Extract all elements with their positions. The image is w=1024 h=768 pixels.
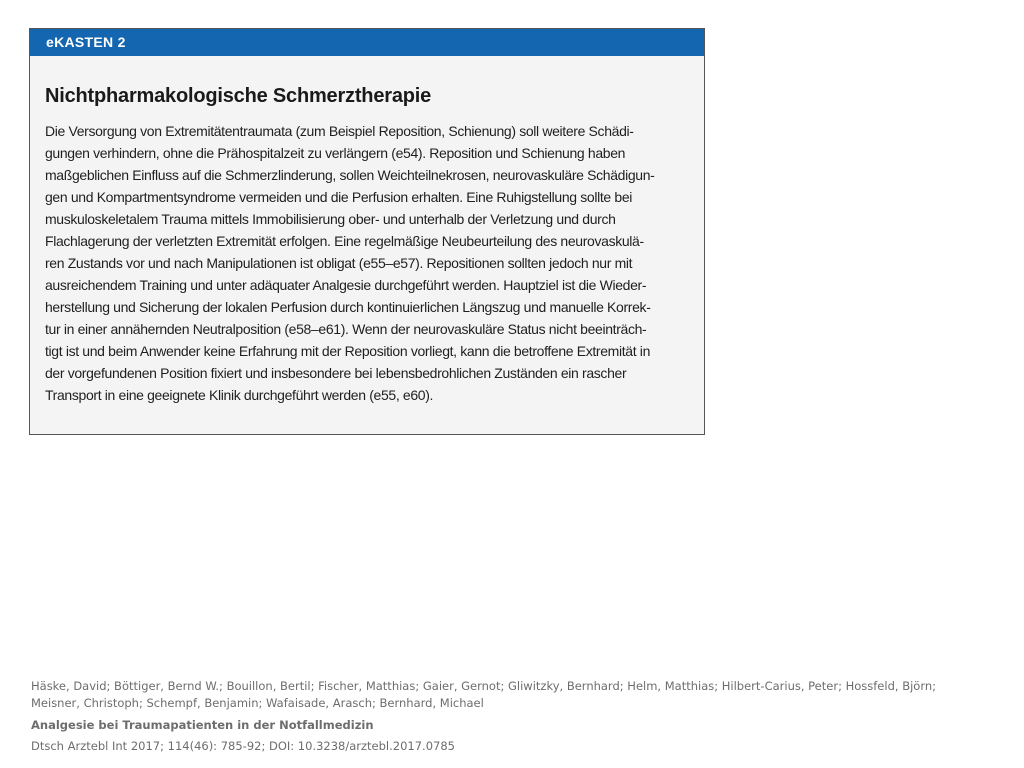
body-line: maßgeblichen Einfluss auf die Schmerzlinderung, sollen Weichteilnekrosen, neurovaskuläre Schädigun-: [45, 167, 655, 183]
citation-authors: [31, 678, 991, 712]
box-body-text: [45, 120, 654, 406]
box-label: eKASTEN 2: [30, 29, 704, 56]
citation-journal: Dtsch Arztebl Int 2017; 114(46): 785-92; DOI: 10.3238/arztebl.2017.0785: [31, 739, 455, 753]
body-line: der vorgefundenen Position fixiert und insbesondere bei lebensbedrohlichen Zuständen ein rascher: [45, 365, 627, 381]
body-line: Flachlagerung der verletzten Extremität erfolgen. Eine regelmäßige Neubeurteilung des neurovaskulä-: [45, 233, 644, 249]
citation-block: [31, 678, 991, 755]
citation-authors-line1: Häske, David; Böttiger, Bernd W.; Bouillon, Bertil; Fischer, Matthias; Gaier, Gernot; Gliwitzky, Bernhard; Helm, Matthias; Hilbert-Carius, Peter; Hossfeld, Björn;: [31, 679, 937, 693]
body-line: muskuloskeletalem Trauma mittels Immobilisierung ober- und unterhalb der Verletzung und durch: [45, 211, 616, 227]
body-line: herstellung und Sicherung der lokalen Perfusion durch kontinuierlichen Längszug und manuelle Korrek-: [45, 299, 651, 315]
body-line: gungen verhindern, ohne die Prähospitalzeit zu verlängern (e54). Reposition und Schienung haben: [45, 145, 626, 161]
body-line: gen und Kompartmentsyndrome vermeiden und die Perfusion erhalten. Eine Ruhigstellung sollte bei: [45, 189, 633, 205]
box-title: Nichtpharmakologische Schmerztherapie: [45, 85, 432, 107]
citation-authors-line2: Meisner, Christoph; Schempf, Benjamin; Wafaisade, Arasch; Bernhard, Michael: [31, 696, 484, 710]
body-line: Transport in eine geeignete Klinik durchgeführt werden (e55, e60).: [45, 387, 434, 403]
citation-title: Analgesie bei Traumapatienten in der Notfallmedizin: [31, 718, 374, 732]
body-line: ren Zustands vor und nach Manipulationen ist obligat (e55–e57). Repositionen sollten jedoch nur mit: [45, 255, 633, 271]
body-line: ausreichendem Training und unter adäquater Analgesie durchgeführt werden. Hauptziel ist die Wieder-: [45, 277, 647, 293]
body-line: Die Versorgung von Extremitätentraumata (zum Beispiel Reposition, Schienung) soll weitere Schädi-: [45, 123, 634, 139]
ekasten-box: [29, 28, 705, 435]
body-line: tigt ist und beim Anwender keine Erfahrung mit der Reposition vorliegt, kann die betroffene Extremität in: [45, 343, 651, 359]
body-line: tur in einer annähernden Neutralposition (e58–e61). Wenn der neurovaskuläre Status nicht beeinträch-: [45, 321, 647, 337]
